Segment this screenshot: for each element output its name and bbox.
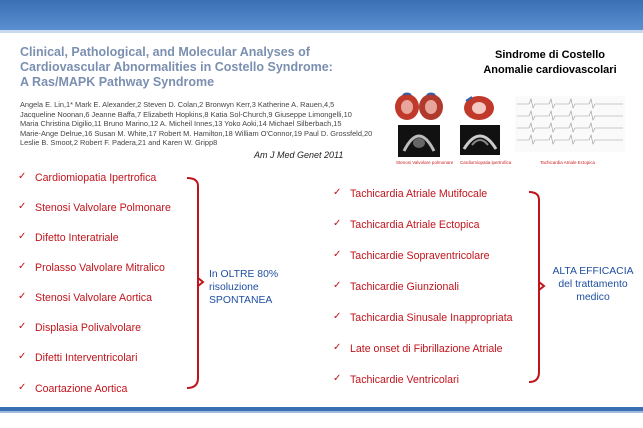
list-item-label: Tachicardia Sinusale Inappropriata — [350, 312, 513, 324]
check-icon: ✓ — [333, 187, 342, 198]
check-icon: ✓ — [18, 171, 27, 182]
list-item-label: Prolasso Valvolare Mitralico — [35, 262, 165, 274]
image-caption: Tachicardia Atriale Ectopica — [540, 160, 596, 165]
check-icon: ✓ — [18, 261, 27, 272]
spontaneous-resolution-note — [209, 268, 299, 307]
note-line: risoluzione — [209, 282, 259, 293]
list-item-label: Tachicardia Atriale Mutifocale — [350, 188, 488, 200]
check-icon: ✓ — [333, 342, 342, 353]
list-item-label: Tachicardie Giunzionali — [350, 281, 459, 293]
sidebox-title-line2: Anomalie cardiovascolari — [483, 64, 617, 76]
note-line: del trattamento — [558, 279, 628, 290]
list-item-label: Tachicardia Atriale Ectopica — [350, 219, 480, 231]
treatment-efficacy-note — [548, 265, 638, 304]
list-item-label: Stenosi Valvolare Aortica — [35, 292, 152, 304]
image-caption: Stenosi Valvolare polmonare — [396, 160, 454, 165]
check-icon: ✓ — [333, 249, 342, 260]
footer-divider — [0, 411, 643, 413]
list-item-label: Late onset di Fibrillazione Atriale — [350, 343, 503, 355]
check-icon: ✓ — [18, 201, 27, 212]
list-item-label: Stenosi Valvolare Polmonare — [35, 202, 171, 214]
check-icon: ✓ — [18, 351, 27, 362]
check-icon: ✓ — [18, 382, 27, 393]
sidebox-title-line1: Sindrome di Costello — [494, 49, 605, 61]
check-icon: ✓ — [18, 231, 27, 242]
citation: Am J Med Genet 2011 — [254, 150, 344, 160]
list-item-label: Tachicardie Ventricolari — [350, 374, 459, 386]
list-item-label: Coartazione Aortica — [35, 383, 128, 395]
left-bracket — [187, 178, 198, 388]
check-icon: ✓ — [333, 373, 342, 384]
note-line: In OLTRE 80% — [209, 269, 279, 280]
paper-title-line: A Ras/MAPK Pathway Syndrome — [20, 75, 215, 89]
list-item-label: Difetti Interventricolari — [35, 352, 138, 364]
check-icon: ✓ — [333, 311, 342, 322]
note-line: SPONTANEA — [209, 295, 273, 306]
paper-title-line: Clinical, Pathological, and Molecular Analyses of — [20, 45, 310, 59]
check-icon: ✓ — [333, 280, 342, 291]
note-line: ALTA EFFICACIA — [552, 266, 634, 277]
check-icon: ✓ — [333, 218, 342, 229]
image-caption: Cardiomiopatia ipertrofica — [460, 160, 512, 165]
paper-title-line: Cardiovascular Abnormalities in Costello Syndrome: — [20, 60, 333, 74]
right-bracket — [529, 192, 539, 382]
author-line: Leslie B. Smoot,2 Robert F. Padera,21 and Karen W. Gripp8 — [20, 138, 218, 148]
author-line: Angela E. Lin,1* Mark E. Alexander,2 Steven D. Colan,2 Bronwyn Kerr,3 Katherine A. Rauen,4,5 — [20, 100, 335, 109]
check-icon: ✓ — [18, 291, 27, 302]
author-line: Marie-Ange Delrue,16 Susan M. White,17 Robert M. Hamilton,18 William O'Connor,19 Paul D. Grossfeld,20 — [20, 128, 373, 138]
list-item-label: Displasia Polivalvolare — [35, 322, 141, 334]
author-line: Jacqueline Noonan,6 Jeanne Baffa,7 Elizabeth Hopkins,8 Katia Sol-Church,9 Giuseppe Limongelli,10 — [20, 109, 352, 119]
note-line: medico — [576, 292, 610, 303]
check-icon: ✓ — [18, 321, 27, 332]
list-item-label: Difetto Interatriale — [35, 232, 119, 244]
list-item-label: Tachicardie Sopraventricolare — [350, 250, 490, 262]
author-line: Maria Christina Digilio,11 Bruno Marino,12 A. Micheil Innes,13 Yoko Aoki,14 Michael Silberbach,15 — [20, 119, 342, 129]
list-item-label: Cardiomiopatia Ipertrofica — [35, 172, 157, 184]
